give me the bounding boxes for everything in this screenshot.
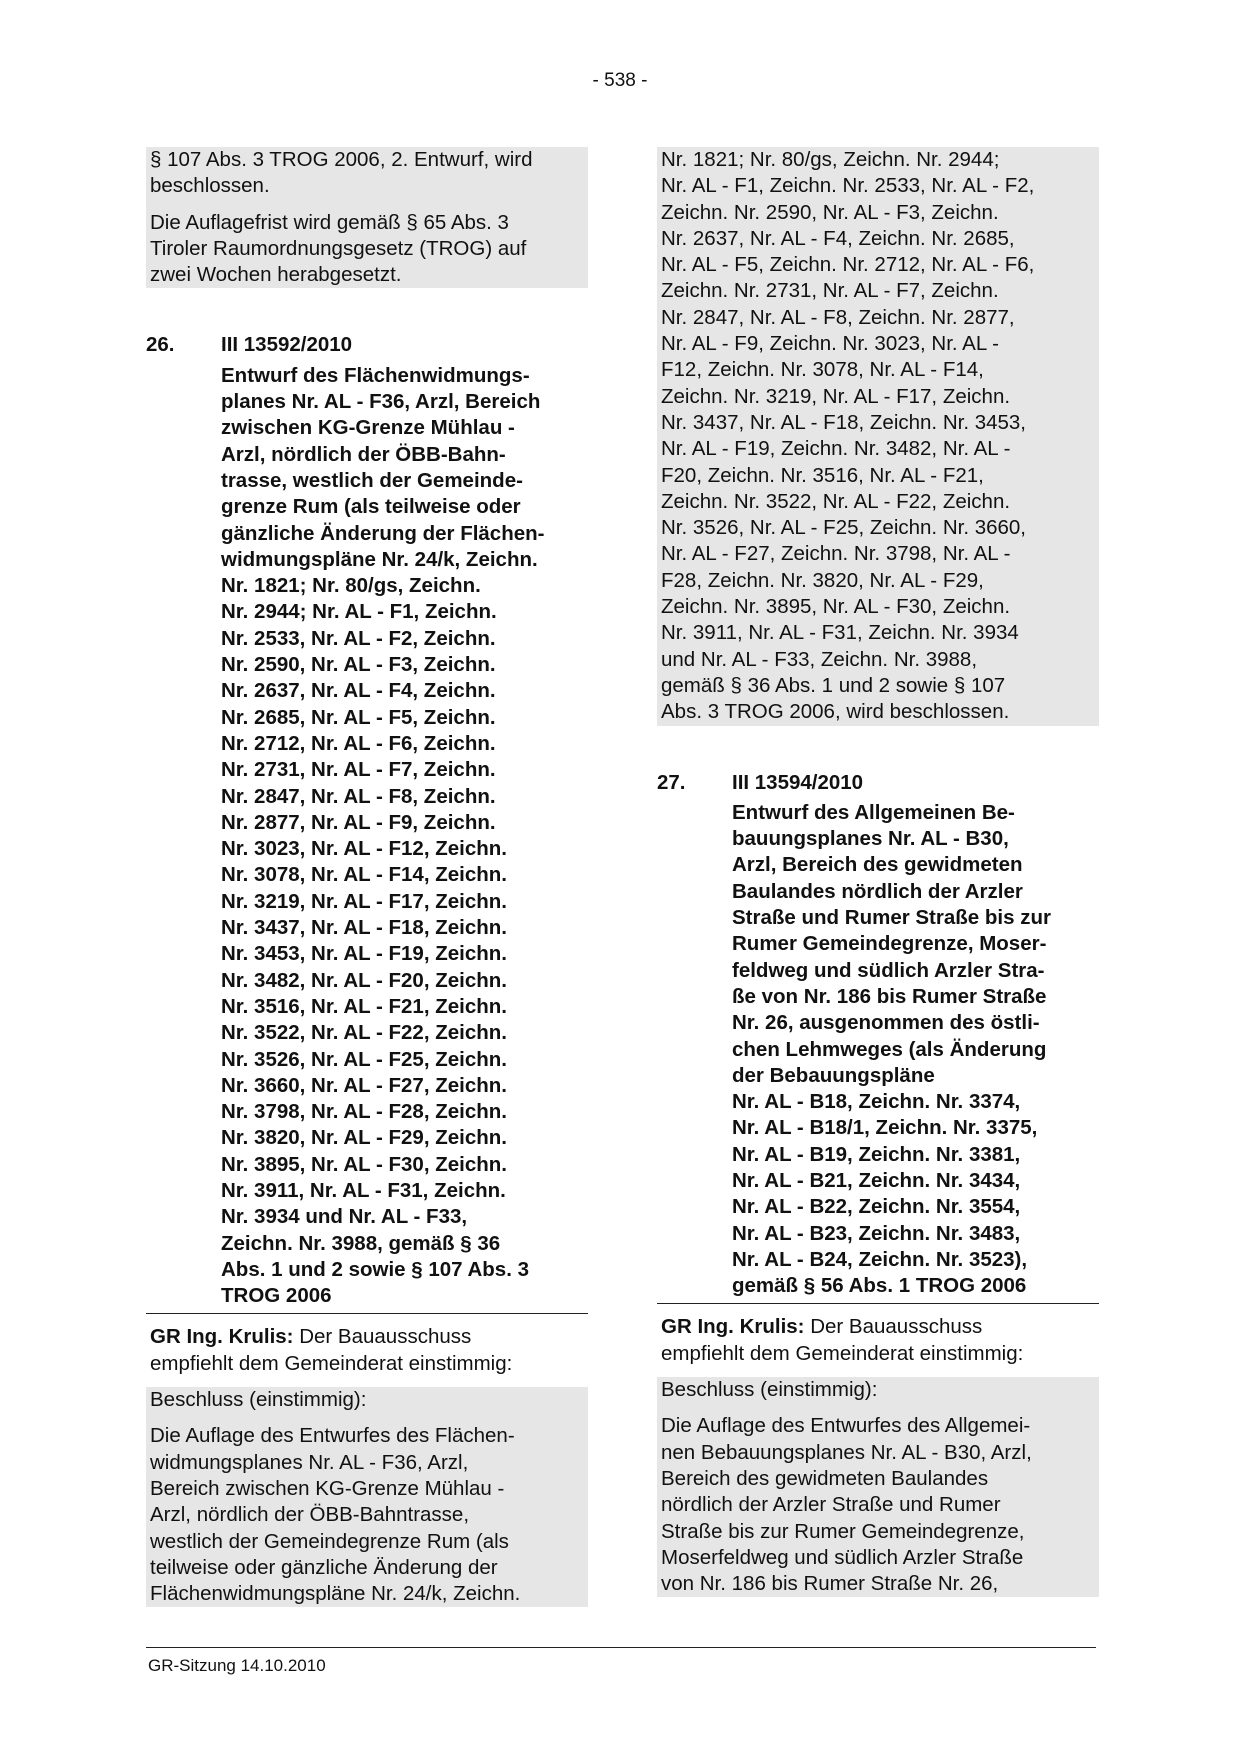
text-line: Zeichn. Nr. 2590, Nr. AL - F3, Zeichn. [661, 200, 999, 224]
resolution-label: Beschluss (einstimmig): [661, 1378, 878, 1402]
text-line: Flächenwidmungspläne Nr. 24/k, Zeichn. [150, 1582, 521, 1606]
text-line: Nr. 3526, Nr. AL - F25, Zeichn. [221, 1047, 507, 1071]
text-line: Zeichn. Nr. 3219, Nr. AL - F17, Zeichn. [661, 384, 1011, 408]
text-line: TROG 2006 [221, 1284, 332, 1308]
text-line: Nr. 3219, Nr. AL - F17, Zeichn. [221, 889, 507, 913]
resolution-continuation-block [657, 147, 1099, 726]
text-line: Nr. 3522, Nr. AL - F22, Zeichn. [221, 1021, 507, 1045]
text-line: Straße bis zur Rumer Gemeindegrenze, [661, 1519, 1025, 1543]
text-line: Die Auflage des Entwurfes des Allgemei- [661, 1414, 1031, 1438]
resolution-continuation-text [661, 147, 1095, 726]
committee-recommendation [657, 1314, 1099, 1367]
text-line: planes Nr. AL - F36, Arzl, Bereich [221, 390, 541, 414]
text-line: Rumer Gemeindegrenze, Moser- [732, 932, 1047, 956]
text-line: F28, Zeichn. Nr. 3820, Nr. AL - F29, [661, 568, 984, 592]
text-line: Nr. 3798, Nr. AL - F28, Zeichn. [221, 1100, 507, 1124]
text-line: Nr. 3911, Nr. AL - F31, Zeichn. [221, 1178, 506, 1202]
committee-recommendation [146, 1324, 588, 1377]
text-line: Nr. 3526, Nr. AL - F25, Zeichn. Nr. 3660, [661, 516, 1027, 540]
text-line: Die Auflage des Entwurfes des Flächen- [150, 1424, 515, 1448]
resolution-block [146, 1387, 588, 1607]
text-line: Arzl, nördlich der ÖBB-Bahn- [221, 442, 506, 466]
left-column [146, 147, 588, 1607]
text-line: Zeichn. Nr. 3895, Nr. AL - F30, Zeichn. [661, 595, 1011, 619]
agenda-item-26-title [221, 363, 588, 1310]
text-line: gemäß § 36 Abs. 1 und 2 sowie § 107 [661, 673, 1006, 697]
text-line: Zeichn. Nr. 2731, Nr. AL - F7, Zeichn. [661, 279, 999, 303]
agenda-item-reference: III 13594/2010 [732, 770, 864, 794]
text-line: Nr. 2533, Nr. AL - F2, Zeichn. [221, 626, 496, 650]
text-line: Nr. AL - B21, Zeichn. Nr. 3434, [732, 1168, 1021, 1192]
text-line: Nr. 2637, Nr. AL - F4, Zeichn. [221, 679, 496, 703]
text-line: und Nr. AL - F33, Zeichn. Nr. 3988, [661, 647, 978, 671]
text-line: § 107 Abs. 3 TROG 2006, 2. Entwurf, wird [150, 148, 533, 171]
text-line: Nr. 1821; Nr. 80/gs, Zeichn. [221, 574, 481, 598]
text-line: Nr. 2847, Nr. AL - F8, Zeichn. Nr. 2877, [661, 305, 1015, 329]
text-line: Abs. 1 und 2 sowie § 107 Abs. 3 [221, 1257, 529, 1281]
footer-rule [146, 1647, 1096, 1648]
text-line: chen Lehmweges (als Änderung [732, 1037, 1047, 1061]
text-line: westlich der Gemeindegrenze Rum (als [150, 1529, 509, 1553]
text-line: Abs. 3 TROG 2006, wird beschlossen. [661, 700, 1010, 724]
text-line: Nr. 1821; Nr. 80/gs, Zeichn. Nr. 2944; [661, 148, 1000, 171]
agenda-item-reference: III 13592/2010 [221, 333, 353, 357]
text-line: Nr. AL - B23, Zeichn. Nr. 3483, [732, 1221, 1021, 1245]
recommendation-text-line-2: empfiehlt dem Gemeinderat einstimmig: [150, 1351, 513, 1375]
text-line: von Nr. 186 bis Rumer Straße Nr. 26, [661, 1572, 999, 1596]
text-line: gänzliche Änderung der Flächen- [221, 521, 545, 545]
right-column [657, 147, 1099, 1597]
text-line: zwei Wochen herabgesetzt. [150, 263, 402, 287]
resolution-text [661, 1413, 1095, 1597]
text-line: Arzl, nördlich der ÖBB-Bahntrasse, [150, 1503, 470, 1527]
text-line: Nr. 3660, Nr. AL - F27, Zeichn. [221, 1073, 507, 1097]
text-line: F12, Zeichn. Nr. 3078, Nr. AL - F14, [661, 358, 984, 382]
text-line: Nr. 2590, Nr. AL - F3, Zeichn. [221, 653, 496, 677]
text-line: Nr. 3078, Nr. AL - F14, Zeichn. [221, 863, 507, 887]
text-line: nördlich der Arzler Straße und Rumer [661, 1493, 1001, 1517]
text-line: Entwurf des Allgemeinen Be- [732, 800, 1015, 824]
text-line: Nr. AL - F1, Zeichn. Nr. 2533, Nr. AL - F2, [661, 174, 1035, 198]
text-line: Zeichn. Nr. 3988, gemäß § 36 [221, 1231, 501, 1255]
text-line: Nr. AL - B19, Zeichn. Nr. 3381, [732, 1142, 1021, 1166]
text-line: Nr. 3820, Nr. AL - F29, Zeichn. [221, 1126, 507, 1150]
agenda-item-27-heading [657, 770, 1099, 796]
text-line: Bereich zwischen KG-Grenze Mühlau - [150, 1476, 505, 1500]
page-number: - 538 - [592, 70, 648, 91]
text-line: Bereich des gewidmeten Baulandes [661, 1466, 989, 1490]
text-line: trasse, westlich der Gemeinde- [221, 468, 523, 492]
text-line: nen Bebauungsplanes Nr. AL - B30, Arzl, [661, 1440, 1032, 1464]
text-line: Nr. AL - B22, Zeichn. Nr. 3554, [732, 1195, 1021, 1219]
text-line: Tiroler Raumordnungsgesetz (TROG) auf [150, 236, 527, 260]
text-line: der Bebauungspläne [732, 1063, 935, 1087]
text-line: Nr. 2685, Nr. AL - F5, Zeichn. [221, 705, 496, 729]
text-line: gemäß § 56 Abs. 1 TROG 2006 [732, 1274, 1027, 1298]
text-line: Nr. 2712, Nr. AL - F6, Zeichn. [221, 731, 496, 755]
text-line: beschlossen. [150, 174, 270, 198]
resolution-text [150, 1423, 584, 1607]
text-line: bauungsplanes Nr. AL - B30, [732, 827, 1009, 851]
text-line: Nr. 3437, Nr. AL - F18, Zeichn. Nr. 3453, [661, 410, 1027, 434]
text-line: Nr. 2847, Nr. AL - F8, Zeichn. [221, 784, 496, 808]
recommendation-text: Der Bauausschuss [804, 1315, 983, 1339]
agenda-item-27-title [732, 800, 1099, 1300]
recommendation-text: Der Bauausschuss [293, 1325, 472, 1349]
text-line: Nr. AL - F27, Zeichn. Nr. 3798, Nr. AL - [661, 542, 1011, 566]
text-line: Zeichn. Nr. 3522, Nr. AL - F22, Zeichn. [661, 489, 1011, 513]
text-line: Die Auflagefrist wird gemäß § 65 Abs. 3 [150, 210, 509, 234]
text-line: widmungsplanes Nr. AL - F36, Arzl, [150, 1450, 469, 1474]
text-line: teilweise oder gänzliche Änderung der [150, 1555, 498, 1579]
speaker-name: GR Ing. Krulis: [150, 1325, 294, 1349]
speaker-name: GR Ing. Krulis: [661, 1315, 805, 1339]
carryover-paragraph [150, 147, 584, 200]
text-line: Nr. 3482, Nr. AL - F20, Zeichn. [221, 968, 507, 992]
text-line: Straße und Rumer Straße bis zur [732, 906, 1051, 930]
agenda-item-number: 26. [146, 333, 175, 357]
text-line: Nr. 3023, Nr. AL - F12, Zeichn. [221, 837, 507, 861]
text-line: Nr. AL - B18, Zeichn. Nr. 3374, [732, 1090, 1021, 1114]
text-line: Nr. 26, ausgenommen des östli- [732, 1011, 1040, 1035]
text-line: Nr. AL - F9, Zeichn. Nr. 3023, Nr. AL - [661, 332, 1000, 356]
text-line: Entwurf des Flächenwidmungs- [221, 363, 530, 387]
resolution-label: Beschluss (einstimmig): [150, 1388, 367, 1412]
text-line: zwischen KG-Grenze Mühlau - [221, 416, 515, 440]
auflagefrist-paragraph [150, 210, 584, 289]
text-line: Nr. AL - B18/1, Zeichn. Nr. 3375, [732, 1116, 1038, 1140]
text-line: Moserfeldweg und südlich Arzler Straße [661, 1545, 1024, 1569]
text-line: Baulandes nördlich der Arzler [732, 879, 1023, 903]
text-line: F20, Zeichn. Nr. 3516, Nr. AL - F21, [661, 463, 984, 487]
text-line: Nr. 3453, Nr. AL - F19, Zeichn. [221, 942, 507, 966]
text-line: Nr. 2731, Nr. AL - F7, Zeichn. [221, 758, 496, 782]
text-line: ße von Nr. 186 bis Rumer Straße [732, 984, 1047, 1008]
resolution-block [657, 1377, 1099, 1597]
carryover-block [146, 147, 588, 288]
text-line: Nr. 3934 und Nr. AL - F33, [221, 1205, 468, 1229]
text-line: Nr. 2944; Nr. AL - F1, Zeichn. [221, 600, 497, 624]
text-line: Nr. 3895, Nr. AL - F30, Zeichn. [221, 1152, 507, 1176]
text-line: Nr. AL - B24, Zeichn. Nr. 3523), [732, 1247, 1028, 1271]
text-line: Nr. AL - F5, Zeichn. Nr. 2712, Nr. AL - F6, [661, 253, 1035, 277]
text-line: Nr. 3911, Nr. AL - F31, Zeichn. Nr. 3934 [661, 621, 1019, 645]
text-line: Nr. 2877, Nr. AL - F9, Zeichn. [221, 810, 496, 834]
text-line: Nr. AL - F19, Zeichn. Nr. 3482, Nr. AL - [661, 437, 1011, 461]
text-line: Nr. 3437, Nr. AL - F18, Zeichn. [221, 916, 507, 940]
text-line: grenze Rum (als teilweise oder [221, 495, 521, 519]
text-line: Arzl, Bereich des gewidmeten [732, 853, 1023, 877]
text-line: feldweg und südlich Arzler Stra- [732, 958, 1045, 982]
agenda-item-26-heading [146, 332, 588, 358]
footer-session-date: GR-Sitzung 14.10.2010 [148, 1656, 326, 1675]
text-line: Nr. 2637, Nr. AL - F4, Zeichn. Nr. 2685, [661, 226, 1015, 250]
text-line: Nr. 3516, Nr. AL - F21, Zeichn. [221, 994, 507, 1018]
recommendation-text-line-2: empfiehlt dem Gemeinderat einstimmig: [661, 1341, 1024, 1365]
agenda-item-number: 27. [657, 770, 686, 794]
text-line: widmungspläne Nr. 24/k, Zeichn. [221, 547, 538, 571]
